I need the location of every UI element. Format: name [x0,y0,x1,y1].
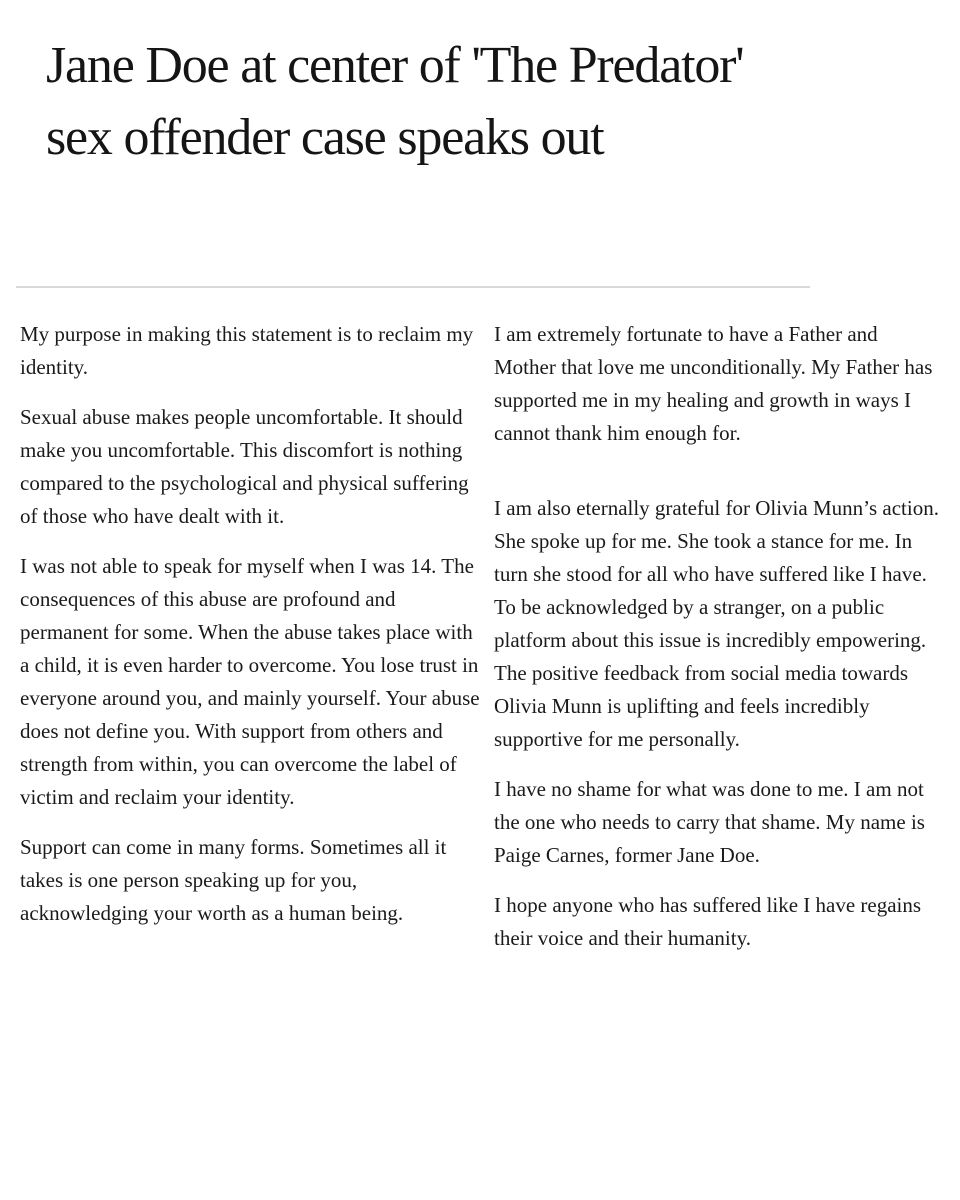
article-paragraph: I have no shame for what was done to me. I am not the one who needs to carry that shame. My name is Paige Carnes, former Jane Doe. [494,777,925,867]
article-paragraph: I was not able to speak for myself when I was 14. The consequences of this abuse are profound and permanent for some. When the abuse takes place with a child, it is even harder to overcome. You lose trust in everyone around you, and mainly yourself. Your abuse does not define you. With support from others and strength from within, you can overcome the label of victim and reclaim your identity. [20,554,480,809]
headline-divider [16,286,810,288]
article-paragraph: I am also eternally grateful for Olivia Munn’s action. She spoke up for me. She took a stance for me. In turn she stood for all who have suffered like I have. To be acknowledged by a stranger, on a public platform about this issue is incredibly empowering. The positive feedback from social media towards Olivia Munn is uplifting and feels incredibly supportive for me personally. [494,496,939,751]
article-paragraph: My purpose in making this statement is to reclaim my identity. [20,322,474,379]
article-paragraph: I hope anyone who has suffered like I have regains their voice and their humanity. [494,893,922,950]
article-paragraph: Support can come in many forms. Sometimes all it takes is one person speaking up for you, acknowledging your worth as a human being. [20,835,447,925]
article-column-left [20,318,480,947]
article-paragraph: I am extremely fortunate to have a Father and Mother that love me unconditionally. My Father has supported me in my healing and growth in ways I cannot thank him enough for. [494,322,933,445]
article-paragraph: Sexual abuse makes people uncomfortable. It should make you uncomfortable. This discomfort is nothing compared to the psychological and physical suffering of those who have dealt with it. [20,405,469,528]
article-column-right [494,318,944,972]
article-headline: Jane Doe at center of 'The Predator' sex offender case speaks out [46,37,744,166]
